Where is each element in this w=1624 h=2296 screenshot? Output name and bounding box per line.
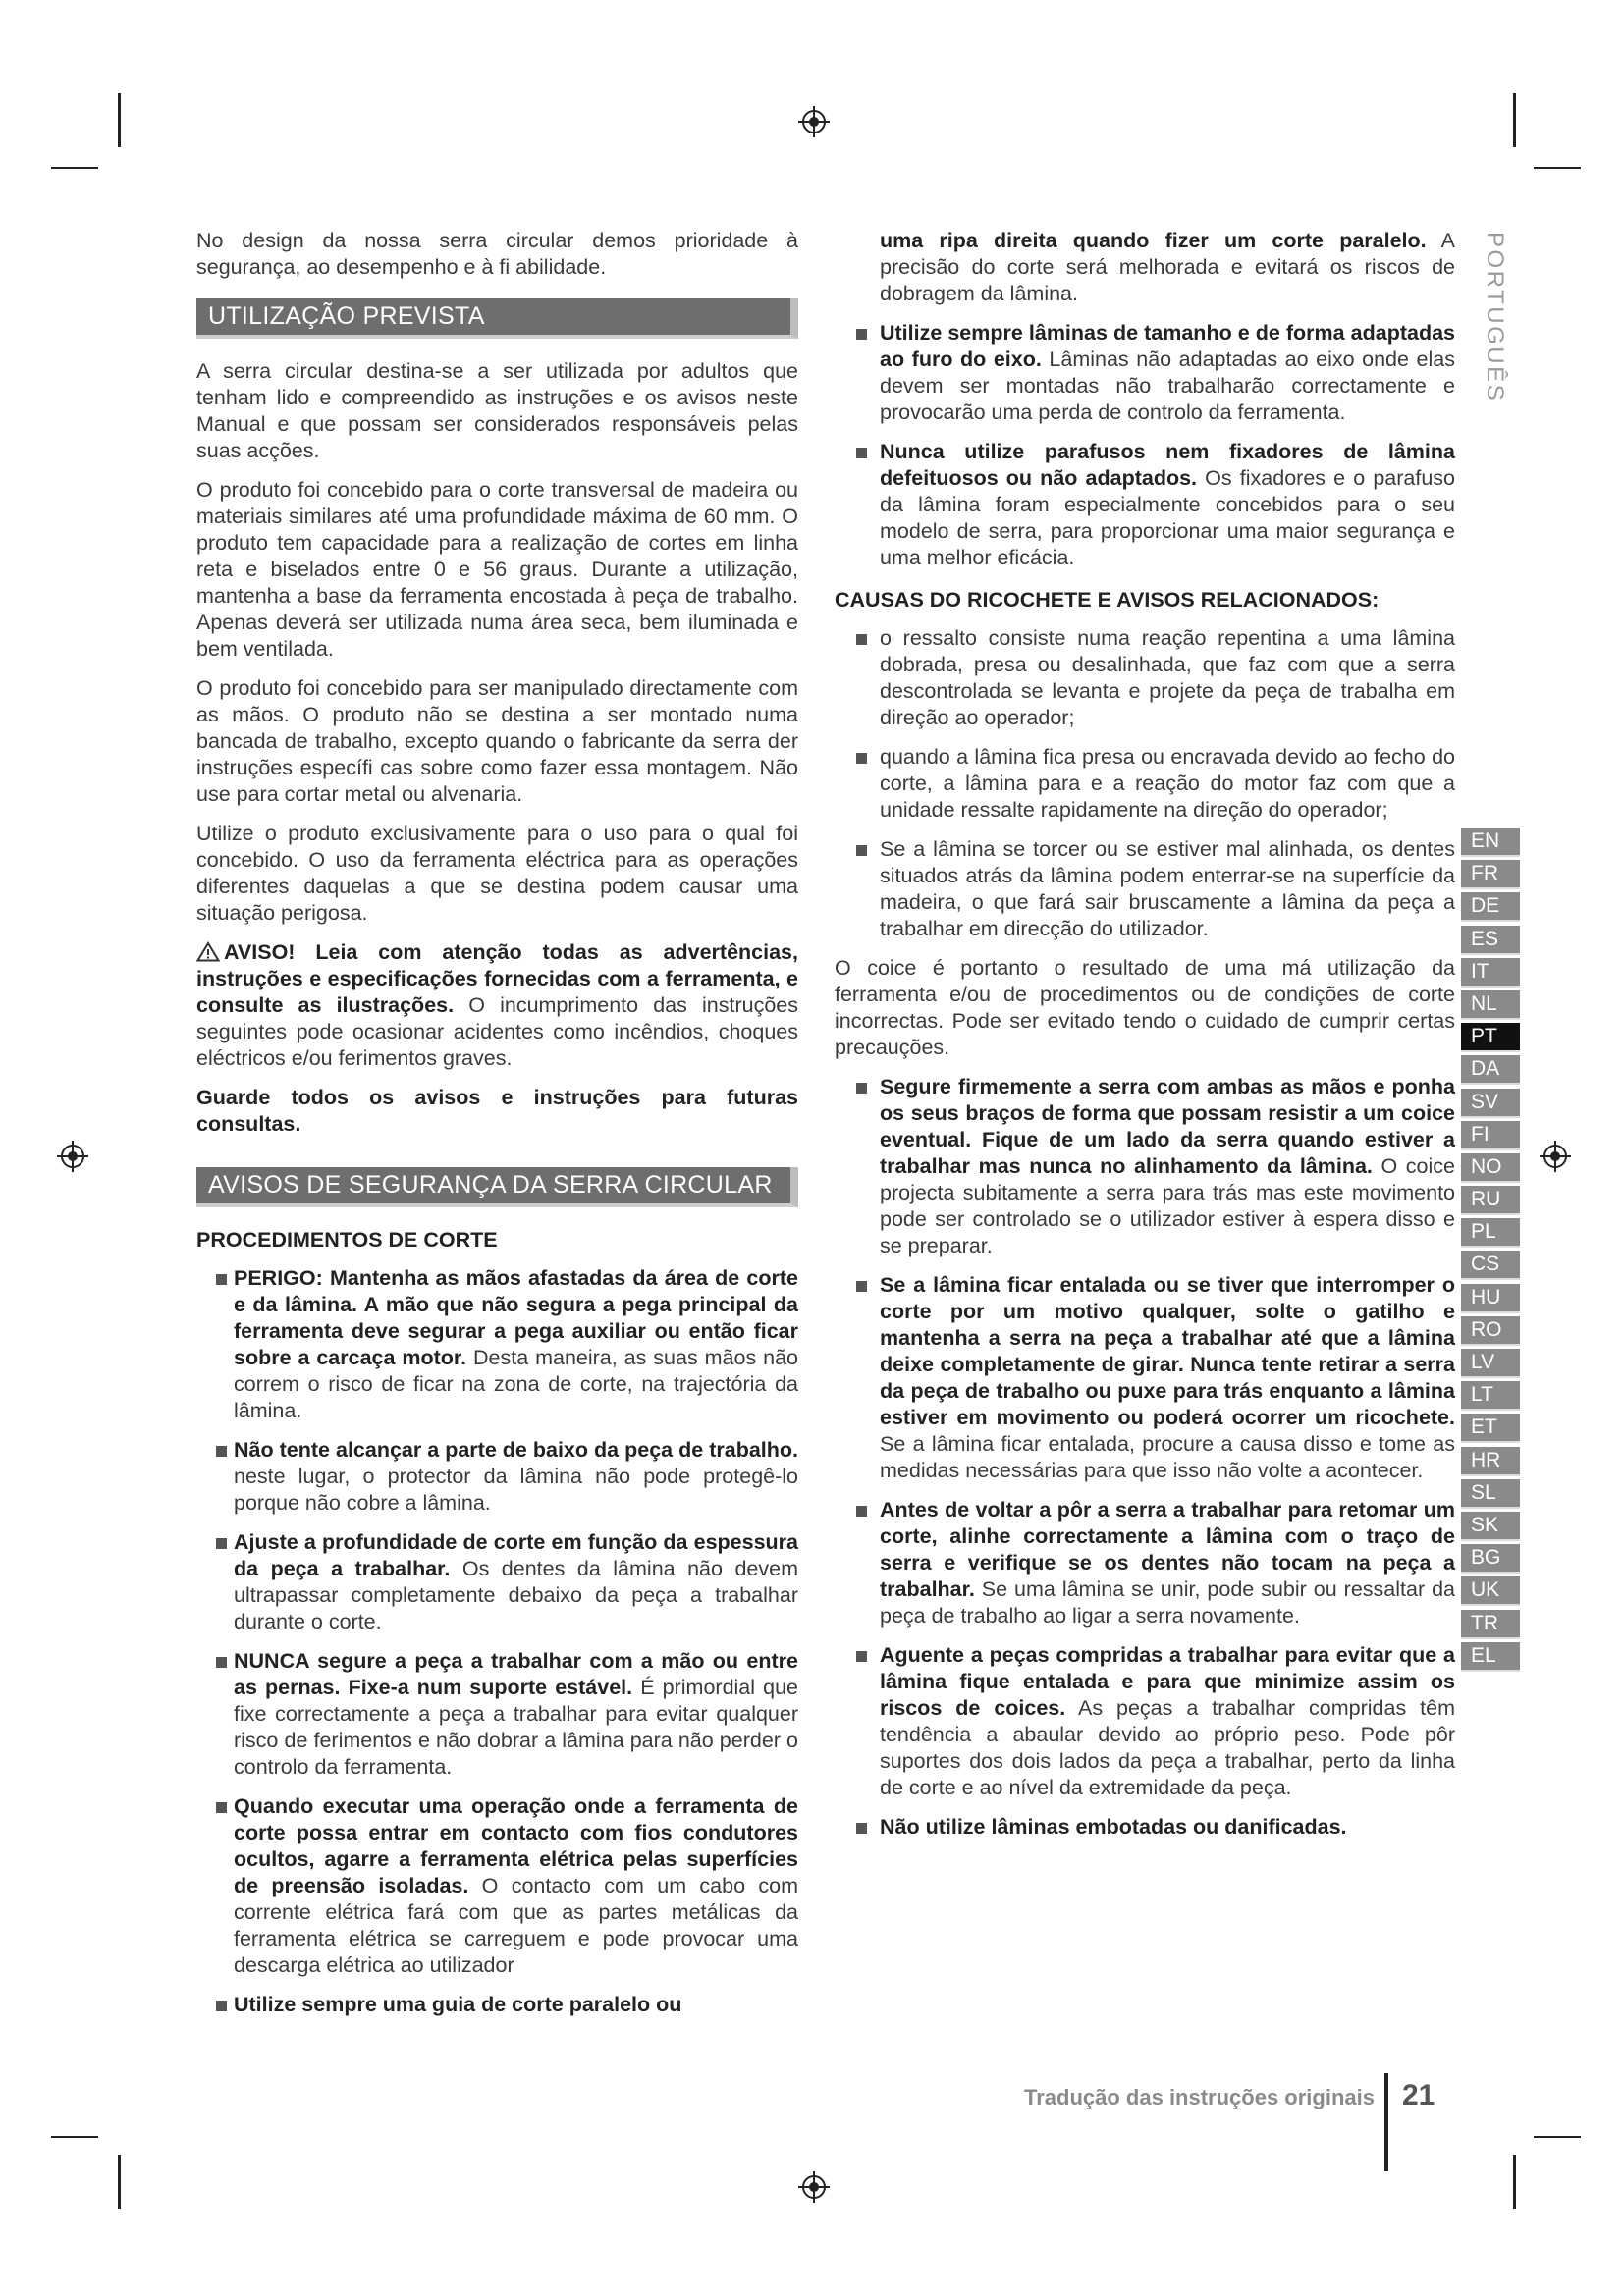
language-tab-no: NO xyxy=(1461,1153,1520,1183)
item-bold: NUNCA segure a peça a trabalhar com a mão ou entre as pernas. Fixe-a num suporte estável. xyxy=(234,1649,798,1699)
crop-mark xyxy=(51,2136,98,2138)
crop-mark xyxy=(1534,2136,1581,2138)
item-text: O contacto com um cabo com corrente elétrica fará com que as partes metálicas da ferramenta elétrica se carreguem e pode provocar uma descarga elétrica ao utilizador xyxy=(234,1874,798,1977)
item-bold: Ajuste a profundidade de corte em função da espessura da peça a trabalhar. xyxy=(234,1530,798,1580)
page-number: 21 xyxy=(1402,2079,1435,2111)
side-language-title: PORTUGUÊS xyxy=(1482,232,1508,403)
language-tab-et: ET xyxy=(1461,1414,1520,1443)
left-column xyxy=(196,228,798,2031)
paragraph: O produto foi concebido para o corte transversal de madeira ou materiais similares até uma profundidade máxima de 60 mm. O produto tem capacidade para a realização de cortes em linha reta e biselados entre 0 e 56 graus. Durante a utilização, mantenha a base da ferramenta encostada à peça de trabalho. Apenas deverá ser utilizada numa área seca, bem iluminada e bem ventilada. xyxy=(196,478,798,661)
footer-text: Tradução das instruções originais xyxy=(1024,2085,1375,2109)
list-item: Se a lâmina se torcer ou se estiver mal alinhada, os dentes situados atrás da lâmina podem enterrar-se na superfície da madeira, o que fará sair bruscamente a lâmina da peça a trabalhar em direcção do utilizador. xyxy=(835,836,1455,942)
item-bold: Segure firmemente a serra com ambas as mãos e ponha os seus braços de forma que possam resistir a um coice eventual. Fique de um lado da serra quando estiver a trabalhar mas nunca no alinhamento da lâmina. xyxy=(880,1075,1455,1178)
language-tab-sv: SV xyxy=(1461,1089,1520,1118)
list-item xyxy=(196,1265,798,1424)
item-bold: Quando executar uma operação onde a ferramenta de corte possa entrar em contacto com fios condutores ocultos, agarre a ferramenta elétrica pelas superfícies de preensão isoladas. xyxy=(234,1794,798,1897)
item-text: Se uma lâmina se unir, pode subir ou ressaltar da peça de trabalho ao ligar a serra novamente. xyxy=(880,1577,1455,1628)
item-text: Se a lâmina ficar entalada, procure a causa disso e tome as medidas necessárias para que isso não volte a acontecer. xyxy=(880,1432,1455,1482)
warning-bold: AVISO! Leia com atenção todas as advertências, instruções e especificações fornecidas com a ferramenta, e consulte as ilustrações. xyxy=(196,940,798,1017)
section-heading-intended-use: UTILIZAÇÃO PREVISTA xyxy=(196,298,798,339)
paragraph: O produto foi concebido para ser manipulado directamente com as mãos. O produto não se destina a ser montado numa bancada de trabalho, excepto quando o fabricante da serra der instruções específi cas sobre como fazer essa montagem. Não use para cortar metal ou alvenaria. xyxy=(196,676,798,806)
intro-paragraph: No design da nossa serra circular demos prioridade à segurança, ao desempenho e à fi abilidade. xyxy=(196,229,798,279)
language-tab-lt: LT xyxy=(1461,1381,1520,1411)
language-tab-es: ES xyxy=(1461,926,1520,955)
kickback-paragraph: O coice é portanto o resultado de uma má utilização da ferramenta e/ou de procedimentos ou de condições de corte incorrectas. Pode ser evitado tendo o cuidado de cumprir certas precauções. xyxy=(835,956,1455,1059)
language-tab-en: EN xyxy=(1461,828,1520,857)
item-bold: Utilize sempre uma guia de corte paralelo ou xyxy=(234,1993,682,2016)
right-column xyxy=(835,228,1455,1853)
language-tab-lv: LV xyxy=(1461,1349,1520,1378)
list-item xyxy=(835,1074,1455,1259)
cutting-procedures-list xyxy=(196,1265,798,2018)
list-item xyxy=(835,1497,1455,1629)
language-tab-sl: SL xyxy=(1461,1479,1520,1509)
crop-mark xyxy=(118,2155,121,2209)
list-item xyxy=(835,1642,1455,1801)
language-tab-uk: UK xyxy=(1461,1576,1520,1606)
subheading-cutting-procedures: PROCEDIMENTOS DE CORTE xyxy=(196,1228,498,1252)
item-text: Os dentes da lâmina não devem ultrapassar completamente debaixo da peça a trabalhar durante o corte. xyxy=(234,1557,798,1633)
list-item xyxy=(196,1648,798,1781)
crop-mark xyxy=(118,93,121,147)
language-tab-hr: HR xyxy=(1461,1447,1520,1476)
language-tab-pt: PT xyxy=(1461,1023,1520,1052)
item-bold: Se a lâmina ficar entalada ou se tiver que interromper o corte por um motivo qualquer, solte o gatilho e mantenha a serra na peça a trabalhar até que a lâmina deixe completamente de girar. Nunca tente retirar a serra da peça de trabalho ou puxe para trás enquanto a lâmina estiver em movimento ou poderá ocorrer um ricochete. xyxy=(880,1273,1455,1429)
keep-instructions: Guarde todos os avisos e instruções para futuras consultas. xyxy=(196,1086,798,1136)
item-bold: Aguente a peças compridas a trabalhar para evitar que a lâmina fique entalada e para que minimize assim os riscos de coices. xyxy=(880,1643,1455,1720)
item-bold: Antes de voltar a pôr a serra a trabalhar para retomar um corte, alinhe correctamente a lâmina com o traço de serra e verifique se os dentes não tocam na peça a trabalhar. xyxy=(880,1498,1455,1601)
language-tab-tr: TR xyxy=(1461,1610,1520,1639)
language-tab-it: IT xyxy=(1461,958,1520,988)
item-text: A precisão do corte será melhorada e evitará os riscos de dobragem da lâmina. xyxy=(880,229,1455,305)
kickback-causes-list xyxy=(835,625,1455,942)
item-bold: uma ripa direita quando fizer um corte paralelo. xyxy=(880,229,1427,252)
language-tab-ru: RU xyxy=(1461,1186,1520,1215)
list-item xyxy=(196,1793,798,1979)
language-tab-ro: RO xyxy=(1461,1316,1520,1346)
item-bold: Não tente alcançar a parte de baixo da peça de trabalho. xyxy=(234,1438,798,1462)
crop-mark xyxy=(51,167,98,169)
registration-mark-icon xyxy=(1538,1139,1573,1174)
kickback-precautions-list xyxy=(835,1074,1455,1841)
list-item xyxy=(835,439,1455,571)
item-text: Lâminas não adaptadas ao eixo onde elas devem ser montadas não trabalharão correctamente e provocarão uma perda de controlo da ferramenta. xyxy=(880,347,1455,424)
language-tab-sk: SK xyxy=(1461,1512,1520,1541)
blade-list xyxy=(835,320,1455,571)
language-tab-fi: FI xyxy=(1461,1121,1520,1150)
crop-mark xyxy=(1534,167,1581,169)
language-tab-de: DE xyxy=(1461,892,1520,922)
item-text: neste lugar, o protector da lâmina não pode protegê-lo porque não cobre a lâmina. xyxy=(234,1465,798,1515)
item-bold: Utilize sempre lâminas de tamanho e de forma adaptadas ao furo do eixo. xyxy=(880,321,1455,371)
item-text: Desta maneira, as suas mãos não correm o risco de ficar na zona de corte, na trajectória da lâmina. xyxy=(234,1346,798,1422)
item-bold: Nunca utilize parafusos nem fixadores de lâmina defeituosos ou não adaptados. xyxy=(880,440,1455,490)
item-text: É primordial que fixe correctamente a peça a trabalhar para evitar qualquer risco de ferimentos e não dobrar a lâmina para não perder o controlo da ferramenta. xyxy=(234,1676,799,1779)
item-text: As peças a trabalhar compridas têm tendência a abaular devido ao próprio peso. Pode pôr suportes dos dois lados da peça a trabalhar, perto da linha de corte e ao nível da extremidade da peça. xyxy=(880,1696,1455,1799)
warning-paragraph xyxy=(196,939,798,1072)
list-item xyxy=(835,1814,1455,1841)
item-bold: PERIGO: Mantenha as mãos afastadas da área de corte e da lâmina. A mão que não segura a pega principal da ferramenta deve segurar a pega auxiliar ou então ficar sobre a carcaça motor. xyxy=(234,1266,798,1369)
item-text: O coice projecta subitamente a serra para trás mas este movimento pode ser controlado se o utilizador estiver à espera disso e se preparar. xyxy=(880,1154,1455,1257)
registration-mark-icon xyxy=(796,2169,832,2205)
language-tabs xyxy=(1461,828,1520,1675)
subheading-kickback: CAUSAS DO RICOCHETE E AVISOS RELACIONADOS: xyxy=(835,588,1380,612)
footer-divider xyxy=(1384,2073,1388,2171)
registration-mark-icon xyxy=(796,104,832,139)
item-bold: Não utilize lâminas embotadas ou danificadas. xyxy=(880,1815,1347,1839)
continued-paragraph xyxy=(835,228,1455,307)
item-text: Os fixadores e o parafuso da lâmina foram especialmente concebidos para o seu modelo de serra, para proporcionar uma maior segurança e uma melhor eficácia. xyxy=(880,466,1456,569)
language-tab-cs: CS xyxy=(1461,1251,1520,1280)
crop-mark xyxy=(1513,2155,1516,2209)
language-tab-bg: BG xyxy=(1461,1544,1520,1574)
list-item xyxy=(196,1529,798,1635)
language-tab-pl: PL xyxy=(1461,1218,1520,1248)
language-tab-el: EL xyxy=(1461,1642,1520,1672)
crop-mark xyxy=(1513,93,1516,147)
warning-text: O incumprimento das instruções seguintes pode ocasionar acidentes como incêndios, choques eléctricos e/ou ferimentos graves. xyxy=(196,993,798,1070)
paragraph: Utilize o produto exclusivamente para o uso para o qual foi concebido. O uso da ferramenta eléctrica para as operações diferentes daquelas a que se destina podem causar uma situação perigosa. xyxy=(196,822,798,925)
language-tab-fr: FR xyxy=(1461,860,1520,889)
registration-mark-icon xyxy=(55,1139,90,1174)
language-tab-da: DA xyxy=(1461,1055,1520,1085)
list-item: o ressalto consiste numa reação repentina a uma lâmina dobrada, presa ou desalinhada, que faz com que a serra descontrolada se levanta e projete da peça de trabalha em direção ao operador; xyxy=(835,625,1455,731)
warning-triangle-icon xyxy=(196,941,220,962)
language-tab-nl: NL xyxy=(1461,990,1520,1020)
list-item xyxy=(196,1992,798,2018)
section-heading-safety-warnings: AVISOS DE SEGURANÇA DA SERRA CIRCULAR xyxy=(196,1167,798,1207)
list-item xyxy=(835,320,1455,426)
list-item xyxy=(196,1437,798,1517)
language-tab-hu: HU xyxy=(1461,1284,1520,1313)
list-item: quando a lâmina fica presa ou encravada devido ao fecho do corte, a lâmina para e a reação do motor faz com que a unidade ressalte rapidamente na direção do operador; xyxy=(835,744,1455,824)
list-item xyxy=(835,1272,1455,1484)
paragraph: A serra circular destina-se a ser utilizada por adultos que tenham lido e compreendido as instruções e os avisos neste Manual e que possam ser considerados responsáveis pelas suas acções. xyxy=(196,359,798,462)
